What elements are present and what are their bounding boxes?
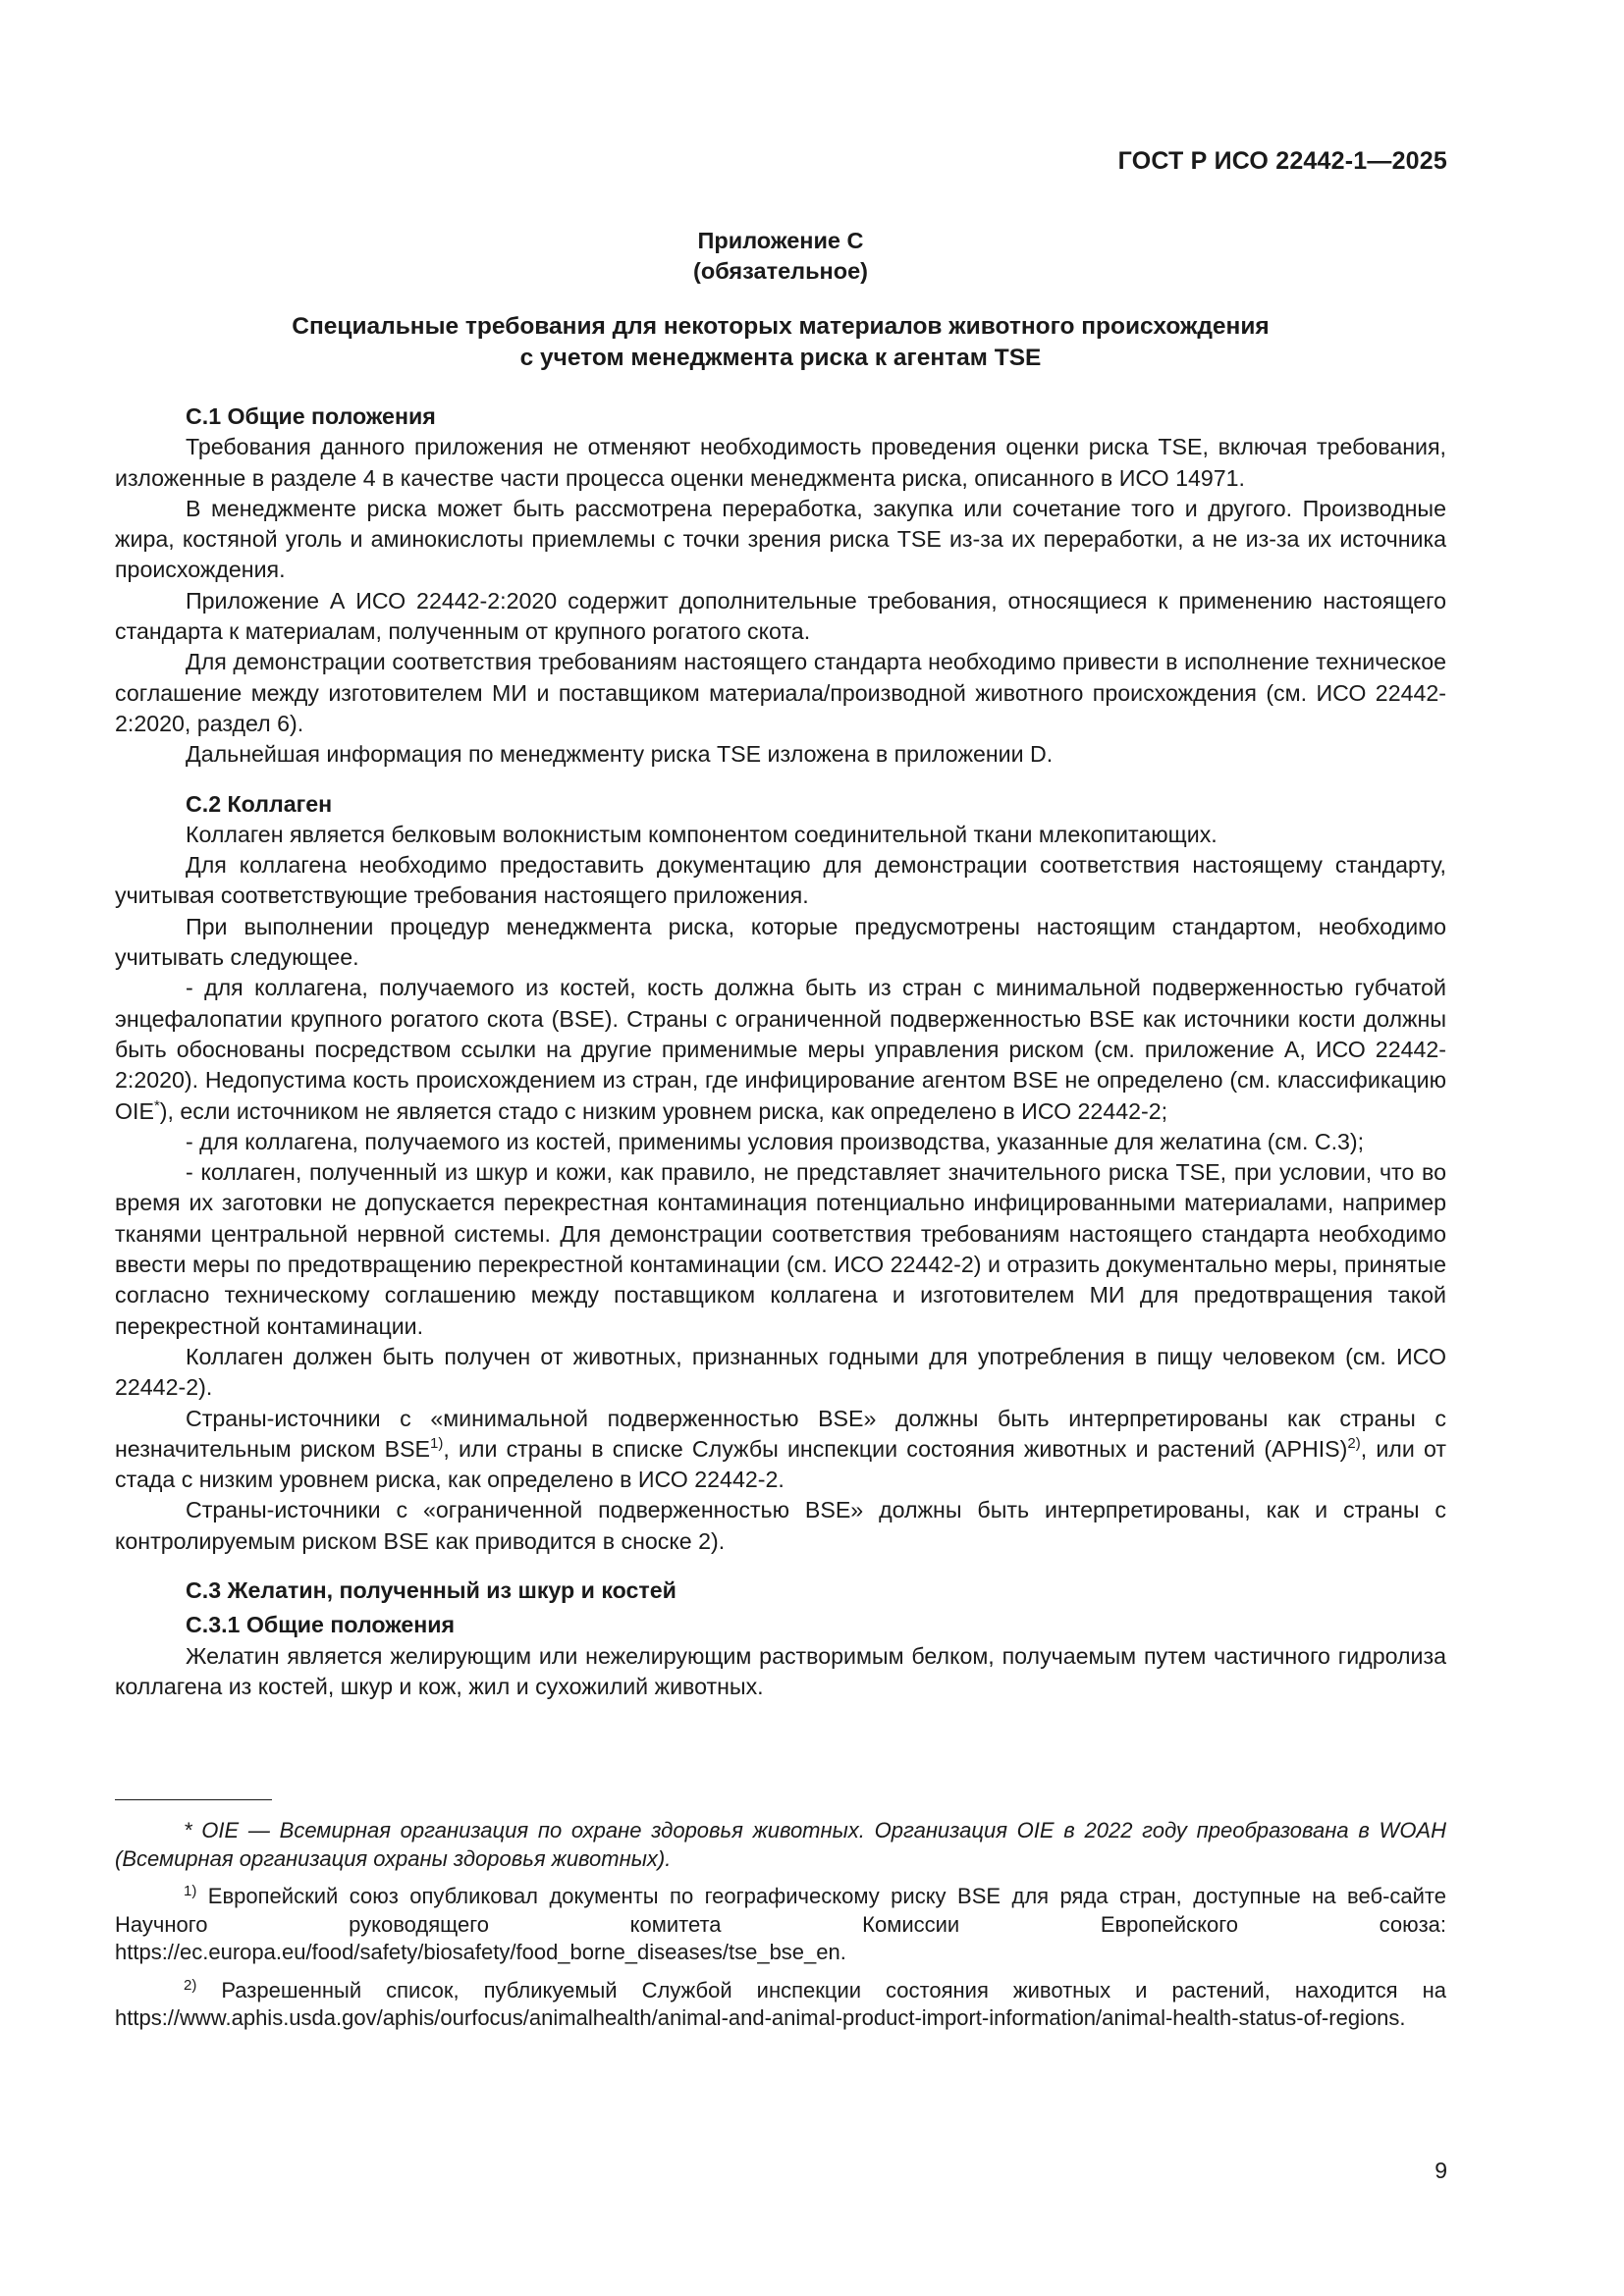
paragraph: В менеджменте риска может быть рассмотрена переработка, закупка или сочетание того и другого. Производные жира, костяной уголь и аминокислоты приемлемы с точки зрения риска TSE из-за их переработки, а не из-за их источника происхождения. [115, 495, 1446, 583]
paragraph: Дальнейшая информация по менеджменту риска TSE изложена в приложении D. [186, 741, 1054, 768]
list-item: - для коллагена, получаемого из костей, применимы условия производства, указанные для желатина (см. С.3); [186, 1128, 1365, 1154]
paragraph: Приложение А ИСО 22442-2:2020 содержит дополнительные требования, относящиеся к применению настоящего стандарта к материалам, полученным от крупного рогатого скота. [115, 587, 1446, 645]
paragraph: Для коллагена необходимо предоставить документацию для демонстрации соответствия настоящему стандарту, учитывая соответствующие требования настоящего приложения. [115, 852, 1446, 909]
paragraph-text: Страны-источники с «минимальной подверженностью BSE» должны быть интерпретированы как страны с незначительным риском BSE [115, 1405, 1446, 1462]
annex-title [115, 311, 1446, 374]
list-item-text: - для коллагена, получаемого из костей, кость должна быть из стран с минимальной подверженностью губчатой энцефалопатии крупного рогатого скота (BSE). Страны с ограниченной подверженностью BSE как источники кости должны быть обоснованы посредством ссылки на другие применимые меры управления риском (см. приложение А, ИСО 22442-2:2020). Недопустима кость происхождением из стран, где инфицирование агентом BSE не определено (см. классификацию OIE [115, 975, 1446, 1124]
footnote-ref-star: * [153, 1096, 160, 1114]
paragraph [115, 1404, 1446, 1496]
footnote-2 [115, 1977, 1446, 2033]
page-number: 9 [1435, 2158, 1447, 2183]
paragraph: При выполнении процедур менеджмента риска, которые предусмотрены настоящим стандартом, необходимо учитывать следующее. [115, 913, 1446, 971]
paragraph: Требования данного приложения не отменяют необходимость проведения оценки риска TSE, включая требования, изложенные в разделе 4 в качестве части процесса оценки менеджмента риска, описанного в ИСО 14971. [115, 434, 1446, 491]
annex-status: (обязательное) [693, 258, 868, 284]
annex-title-line-1: Специальные требования для некоторых материалов животного происхождения [292, 313, 1270, 340]
paragraph-text: , или от стада с низким уровнем риска, как определено в ИСО 22442-2. [115, 1435, 1446, 1493]
paragraph: Коллаген является белковым волокнистым компонентом соединительной ткани млекопитающих. [186, 821, 1218, 847]
footnotes [115, 1799, 1446, 2043]
footnote-1-mark: 1) [184, 1883, 197, 1899]
annex-title-line-2: с учетом менеджмента риска к агентам TSE [519, 345, 1042, 371]
main-content [115, 226, 1446, 1702]
list-item: - коллаген, полученный из шкур и кожи, как правило, не представляет значительного риска TSE, при условии, что во время их заготовки не допускается перекрестная контаминация потенциально инфицированными материалами, например тканями центральной нервной системы. Для демонстрации соответствия требованиям настоящего стандарта необходимо ввести меры по предотвращению перекрестной контаминации (см. ИСО 22442-2) и отразить документально меры, принятые согласно техническому соглашению между поставщиком коллагена и изготовителем МИ для предотвращения такой перекрестной контаминации. [115, 1159, 1446, 1339]
paragraph: Коллаген должен быть получен от животных, признанных годными для употребления в пищу человеком (см. ИСО 22442-2). [115, 1343, 1446, 1401]
list-item [115, 973, 1446, 1126]
paragraph: Для демонстрации соответствия требованиям настоящего стандарта необходимо привести в исполнение техническое соглашение между изготовителем МИ и поставщиком материала/производной животного происхождения (см. ИСО 22442-2:2020, раздел 6). [115, 649, 1446, 736]
footnote-1-text: Европейский союз опубликовал документы по географическому риску BSE для ряда стран, доступные на веб-сайте Научного руководящего комитета Комиссии Европейского союза: https://ec.europa.eu/food/safety/biosafety/food_borne_diseases/tse_bse_en. [115, 1884, 1446, 1964]
list-item-text: ), если источником не является стадо с низким уровнем риска, как определено в ИСО 22442-2; [159, 1097, 1168, 1124]
footnote-2-mark: 2) [184, 1976, 197, 1994]
footnote-ref-1: 1) [430, 1434, 444, 1452]
footnote-divider [115, 1799, 272, 1800]
section-c2-heading: С.2 Коллаген [186, 790, 333, 817]
footnote-2-text: Разрешенный список, публикуемый Службой инспекции состояния животных и растений, находится на https://www.aphis.usda.gov/aphis/ourfocus/animalhealth/animal-and-animal-product-import-information/animal-health-status-of-regions. [115, 1977, 1446, 2030]
section-c1-heading: С.1 Общие положения [186, 403, 436, 429]
paragraph-text: , или страны в списке Службы инспекции состояния животных и растений (APHIS) [443, 1435, 1348, 1462]
document-identifier: ГОСТ Р ИСО 22442-1—2025 [1117, 147, 1447, 175]
footnote-1 [115, 1883, 1446, 1967]
paragraph: Страны-источники с «ограниченной подверженностью BSE» должны быть интерпретированы, как и страны с контролируемым риском BSE как приводится в сноске 2). [115, 1497, 1446, 1554]
section-c3-heading: С.3 Желатин, полученный из шкур и костей [186, 1576, 677, 1603]
footnote-ref-2: 2) [1347, 1434, 1361, 1452]
paragraph: Желатин является желирующим или нежелирующим растворимым белком, получаемым путем частичного гидролиза коллагена из костей, шкур и кож, жил и сухожилий животных. [115, 1642, 1446, 1699]
footnote-star: * OIE — Всемирная организация по охране здоровья животных. Организация OIE в 2022 году преобразована в WOAH (Всемирная организация охраны здоровья животных). [115, 1818, 1446, 1871]
annex-label: Приложение С [697, 228, 864, 253]
section-c3-1-heading: С.3.1 Общие положения [186, 1612, 456, 1638]
